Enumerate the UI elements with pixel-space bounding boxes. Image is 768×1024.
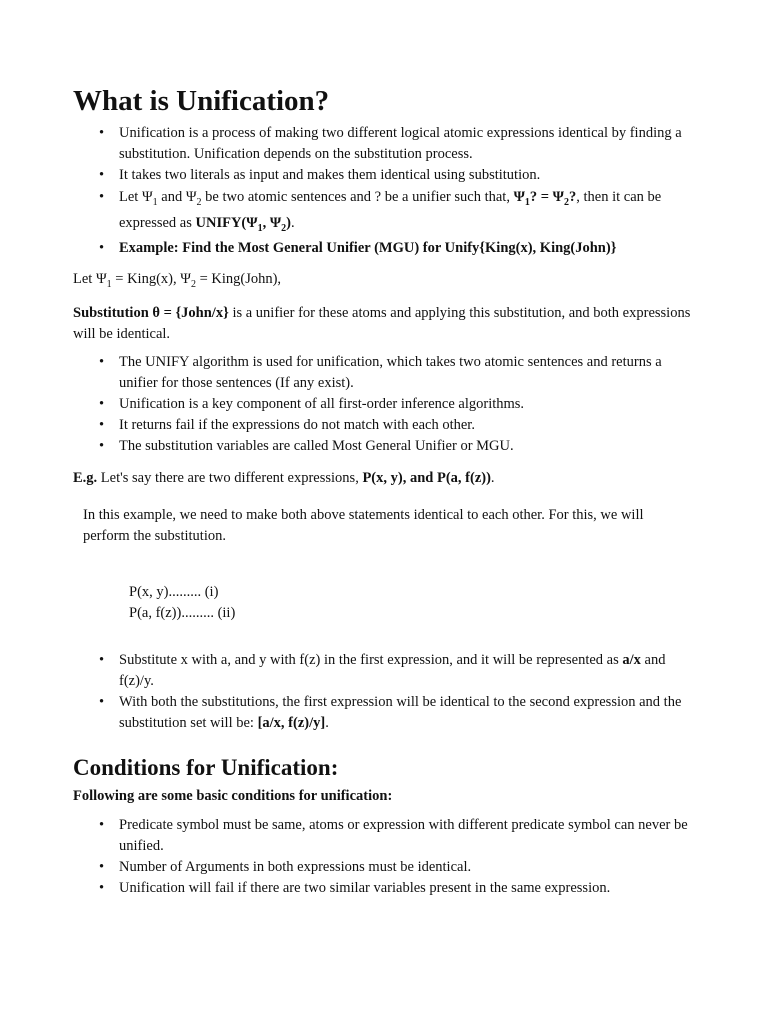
bullet-text: Example: Find the Most General Unifier (MGU) for Unify{King(x), King(John)} [119, 240, 617, 256]
bullet-text: Let $\Psi_1$ and $\Psi_2$ be two atomic sentences and ? be a unifier such that, $\Psi_1$? = $\Psi_2$?, then it can be expressed as $UNIFY(\Psi_1$, $\Psi_2$). [119, 189, 662, 234]
substitution-bullet-list [0, 650, 700, 734]
let-line: Let $\Psi_1$ = King(x), $\Psi_2$ = King(John), [73, 271, 282, 290]
list-item: • Number of Arguments in both expressions must be identical. [0, 857, 700, 878]
expression-line: P(x, y)......... (i) [129, 584, 219, 600]
conditions-intro: Following are some basic conditions for unification: [73, 788, 393, 804]
list-item [0, 238, 700, 259]
example-line: E.g. Let's say there are two different expressions, P(x, y), and P(a, f(z)). [73, 470, 495, 486]
page-title: What is Unification? [73, 85, 330, 117]
list-item [0, 165, 700, 186]
list-item: • Predicate symbol must be same, atoms or expression with different predicate symbol can never be unified. [0, 815, 700, 857]
substitution-paragraph: Substitution θ = {John/x} is a unifier for these atoms and applying this substitution, and both expressions will be identical. [73, 305, 691, 342]
expression-line: P(a, f(z))......... (ii) [129, 605, 236, 621]
list-item: • The substitution variables are called Most General Unifier or MGU. [0, 436, 700, 457]
list-item: • Substitute x with a, and y with f(z) in the first expression, and it will be represented as a/x and f(z)/y. [0, 650, 700, 692]
list-item [0, 123, 700, 165]
list-item: • With both the substitutions, the first expression will be identical to the second expression and the substitution set will be: [a/x, f(z)/y]. [0, 692, 700, 734]
list-item: • Unification is a key component of all first-order inference algorithms. [0, 394, 700, 415]
list-item: • Unification will fail if there are two similar variables present in the same expression. [0, 878, 700, 899]
intro-bullet-list [0, 123, 700, 259]
bullet-text: Unification is a process of making two different logical atomic expressions identical by finding a substitution. Unification depends on the substitution process. [119, 125, 682, 162]
list-item [0, 184, 700, 236]
bullet-text: It takes two literals as input and makes them identical using substitution. [119, 167, 541, 183]
list-item: • It returns fail if the expressions do not match with each other. [0, 415, 700, 436]
example-paragraph: In this example, we need to make both above statements identical to each other. For this, we will perform the substitution. [83, 507, 644, 544]
conditions-heading: Conditions for Unification: [73, 755, 339, 780]
conditions-bullet-list [0, 815, 700, 899]
list-item: • The UNIFY algorithm is used for unification, which takes two atomic sentences and returns a unifier for those sentences (If any exist). [0, 352, 700, 394]
algorithm-bullet-list [0, 352, 700, 457]
